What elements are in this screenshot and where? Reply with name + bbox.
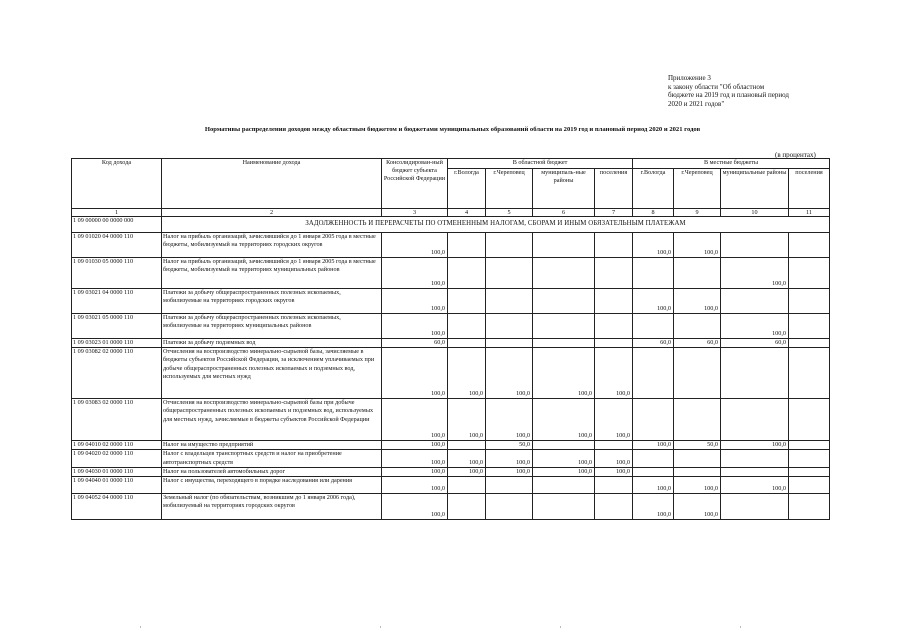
table-row xyxy=(72,450,830,467)
row-value: 60,0 xyxy=(633,339,674,348)
row-value xyxy=(448,314,486,339)
row-value xyxy=(721,233,789,258)
row-value xyxy=(448,339,486,348)
row-value: 100,0 xyxy=(486,467,533,476)
row-value xyxy=(533,477,595,494)
row-value: 60,0 xyxy=(674,339,721,348)
row-value: 100,0 xyxy=(448,399,486,441)
row-value xyxy=(448,233,486,258)
row-code: 1 09 01020 04 0000 110 xyxy=(72,233,162,258)
row-value: 100,0 xyxy=(382,348,448,399)
column-number: 4 xyxy=(448,209,486,217)
row-value: 100,0 xyxy=(382,467,448,476)
row-name: Налог с владельцев транспортных средств и налог на приобретение автотранспортных средств xyxy=(162,450,382,467)
row-value xyxy=(448,289,486,314)
table-body xyxy=(72,209,830,520)
appendix-block xyxy=(668,74,868,108)
row-value xyxy=(533,289,595,314)
row-value: 100,0 xyxy=(486,399,533,441)
header-local-group: В местные бюджеты xyxy=(633,159,830,169)
row-code: 1 09 01030 05 0000 110 xyxy=(72,258,162,289)
row-name: Земельный налог (по обязательствам, возникшим до 1 января 2006 года), мобилизуемый на территориях городских округов xyxy=(162,494,382,520)
row-value xyxy=(674,467,721,476)
row-value xyxy=(595,289,633,314)
row-value: 100,0 xyxy=(633,441,674,450)
row-value xyxy=(533,494,595,520)
row-value xyxy=(595,339,633,348)
scan-edge-marks xyxy=(0,626,905,632)
row-name: Налог на имущество предприятий xyxy=(162,441,382,450)
row-value xyxy=(721,399,789,441)
column-number: 5 xyxy=(486,209,533,217)
appendix-line: к закону области "Об областном xyxy=(668,82,765,91)
row-value xyxy=(595,494,633,520)
row-value xyxy=(595,314,633,339)
row-name: Платежи за добычу подземных вод xyxy=(162,339,382,348)
row-value: 100,0 xyxy=(533,450,595,467)
row-value xyxy=(486,339,533,348)
row-value: 100,0 xyxy=(633,289,674,314)
row-value xyxy=(595,441,633,450)
row-value: 100,0 xyxy=(382,258,448,289)
row-value: 100,0 xyxy=(595,348,633,399)
row-code: 1 09 04040 01 0000 110 xyxy=(72,477,162,494)
column-number-row xyxy=(72,209,830,217)
table-row xyxy=(72,348,830,399)
column-number: 8 xyxy=(633,209,674,217)
header-code: Код дохода xyxy=(72,159,162,209)
row-value: 100,0 xyxy=(674,289,721,314)
row-value: 100,0 xyxy=(533,348,595,399)
row-value: 100,0 xyxy=(595,467,633,476)
row-value: 100,0 xyxy=(533,467,595,476)
row-value xyxy=(486,494,533,520)
header-local-vologda: г.Вологда xyxy=(633,169,674,209)
row-value: 100,0 xyxy=(721,258,789,289)
table-row xyxy=(72,258,830,289)
row-value xyxy=(789,289,830,314)
row-value: 100,0 xyxy=(674,233,721,258)
row-value xyxy=(721,467,789,476)
header-regional-settlements: поселения xyxy=(595,169,633,209)
header-regional-vologda: г.Вологда xyxy=(448,169,486,209)
column-number: 1 xyxy=(72,209,162,217)
row-value xyxy=(533,339,595,348)
row-value: 100,0 xyxy=(674,494,721,520)
table-row xyxy=(72,233,830,258)
appendix-line: 2020 и 2021 годов" xyxy=(668,99,725,108)
row-code: 1 09 03083 02 0000 110 xyxy=(72,399,162,441)
appendix-line: бюджете на 2019 год и плановый период xyxy=(668,91,789,100)
row-value xyxy=(486,314,533,339)
row-value xyxy=(789,258,830,289)
row-code: 1 09 04052 04 0000 110 xyxy=(72,494,162,520)
table-row xyxy=(72,314,830,339)
header-regional-group: В областной бюджет xyxy=(448,159,633,169)
row-name: Отчисления на воспроизводство минерально-сырьевой базы при добыче общераспространенных полезных ископаемых и подземных вод, используемых для местных нужд, зачисляемые в бюджеты субъектов Российской Федерации xyxy=(162,399,382,441)
header-local-settlements: поселения xyxy=(789,169,830,209)
section-code: 1 09 00000 00 0000 000 xyxy=(72,217,162,233)
row-value xyxy=(789,399,830,441)
row-value xyxy=(486,289,533,314)
row-value xyxy=(789,339,830,348)
table-row xyxy=(72,289,830,314)
header-regional-cherepovets: г.Череповец xyxy=(486,169,533,209)
column-number: 10 xyxy=(721,209,789,217)
row-value xyxy=(789,314,830,339)
row-value xyxy=(789,450,830,467)
row-value xyxy=(448,258,486,289)
row-value xyxy=(633,258,674,289)
row-value xyxy=(448,494,486,520)
row-value xyxy=(789,477,830,494)
row-value xyxy=(633,314,674,339)
row-value xyxy=(533,233,595,258)
row-value: 100,0 xyxy=(595,399,633,441)
row-value xyxy=(789,467,830,476)
row-value xyxy=(533,441,595,450)
row-value: 100,0 xyxy=(382,314,448,339)
units-label: (в процентах) xyxy=(775,151,816,159)
section-row xyxy=(72,217,830,233)
row-value: 100,0 xyxy=(382,450,448,467)
section-title: ЗАДОЛЖЕННОСТЬ И ПЕРЕРАСЧЕТЫ ПО ОТМЕНЕННЫМ НАЛОГАМ, СБОРАМ И ИНЫМ ОБЯЗАТЕЛЬНЫМ ПЛАТЕЖАМ xyxy=(162,217,830,233)
row-value: 100,0 xyxy=(721,477,789,494)
row-value: 100,0 xyxy=(382,477,448,494)
row-value xyxy=(486,258,533,289)
header-name: Наименование дохода xyxy=(162,159,382,209)
row-code: 1 09 04010 02 0000 110 xyxy=(72,441,162,450)
row-value xyxy=(721,289,789,314)
row-value xyxy=(486,477,533,494)
row-value xyxy=(674,399,721,441)
row-code: 1 09 03023 01 0000 110 xyxy=(72,339,162,348)
row-value xyxy=(721,494,789,520)
row-value xyxy=(633,467,674,476)
table-row xyxy=(72,477,830,494)
row-value xyxy=(448,441,486,450)
row-value: 100,0 xyxy=(382,399,448,441)
row-value xyxy=(674,348,721,399)
row-code: 1 09 04030 01 0000 110 xyxy=(72,467,162,476)
row-value: 50,0 xyxy=(674,441,721,450)
row-code: 1 09 03021 05 0000 110 xyxy=(72,314,162,339)
header-local-cherepovets: г.Череповец xyxy=(674,169,721,209)
row-value: 100,0 xyxy=(448,467,486,476)
row-value xyxy=(595,477,633,494)
row-name: Платежи за добычу общераспространенных полезных ископаемых, мобилизуемые на территориях городских округов xyxy=(162,289,382,314)
row-value xyxy=(633,450,674,467)
row-value: 60,0 xyxy=(721,339,789,348)
table-row xyxy=(72,339,830,348)
row-value xyxy=(789,494,830,520)
row-value xyxy=(533,258,595,289)
row-value: 100,0 xyxy=(448,450,486,467)
column-number: 7 xyxy=(595,209,633,217)
row-value: 100,0 xyxy=(674,477,721,494)
table-row xyxy=(72,441,830,450)
table-row xyxy=(72,399,830,441)
header-consolidated: Консолидирован-ный бюджет субъекта Российской Федерации xyxy=(382,159,448,209)
row-value: 100,0 xyxy=(448,348,486,399)
row-value xyxy=(789,441,830,450)
row-value: 50,0 xyxy=(486,441,533,450)
row-value: 100,0 xyxy=(382,441,448,450)
row-value: 60,0 xyxy=(382,339,448,348)
row-value: 100,0 xyxy=(486,450,533,467)
row-value: 100,0 xyxy=(486,348,533,399)
row-name: Отчисления на воспроизводство минерально-сырьевой базы, зачисляемые в бюджеты субъектов Российской Федерации, за исключением уплачиваемых при добыче общераспространенных полезных ископаемых и подземных вод, используемых для местных нужд xyxy=(162,348,382,399)
row-value: 100,0 xyxy=(595,450,633,467)
row-name: Налог на пользователей автомобильных дорог xyxy=(162,467,382,476)
row-value: 100,0 xyxy=(382,494,448,520)
row-value: 100,0 xyxy=(382,289,448,314)
row-value: 100,0 xyxy=(633,477,674,494)
table-row xyxy=(72,494,830,520)
header-row xyxy=(72,159,830,169)
row-value xyxy=(595,258,633,289)
column-number: 6 xyxy=(533,209,595,217)
row-value: 100,0 xyxy=(633,233,674,258)
row-value xyxy=(674,314,721,339)
column-number: 9 xyxy=(674,209,721,217)
header-regional-districts: муниципаль-ные районы xyxy=(533,169,595,209)
row-code: 1 09 04020 02 0000 110 xyxy=(72,450,162,467)
row-value: 100,0 xyxy=(633,494,674,520)
row-value xyxy=(721,348,789,399)
row-name: Платежи за добычу общераспространенных полезных ископаемых, мобилизуемые на территориях муниципальных районов xyxy=(162,314,382,339)
row-name: Налог с имущества, переходящего в порядке наследования или дарения xyxy=(162,477,382,494)
column-number: 3 xyxy=(382,209,448,217)
row-value xyxy=(789,348,830,399)
row-value: 100,0 xyxy=(382,233,448,258)
row-value xyxy=(633,348,674,399)
row-code: 1 09 03082 02 0000 110 xyxy=(72,348,162,399)
appendix-line: Приложение 3 xyxy=(668,74,711,82)
document-title: Нормативы распределения доходов между областным бюджетом и бюджетами муниципальных образований области на 2019 год и плановый период 2020 и 2021 годов xyxy=(204,126,701,133)
row-value xyxy=(633,399,674,441)
row-value: 100,0 xyxy=(721,441,789,450)
row-value: 100,0 xyxy=(721,314,789,339)
column-number: 11 xyxy=(789,209,830,217)
table-row xyxy=(72,467,830,476)
row-value xyxy=(674,258,721,289)
row-value xyxy=(595,233,633,258)
row-name: Налог на прибыль организаций, зачислявшийся до 1 января 2005 года в местные бюджеты, мобилизуемый на территориях городских округов xyxy=(162,233,382,258)
column-number: 2 xyxy=(162,209,382,217)
row-value xyxy=(448,477,486,494)
row-name: Налог на прибыль организаций, зачислявшийся до 1 января 2005 года в местные бюджеты, мобилизуемый на территориях муниципальных районов xyxy=(162,258,382,289)
row-value xyxy=(721,450,789,467)
row-value xyxy=(674,450,721,467)
row-value xyxy=(789,233,830,258)
row-value xyxy=(486,233,533,258)
row-value xyxy=(533,314,595,339)
row-code: 1 09 03021 04 0000 110 xyxy=(72,289,162,314)
revenue-distribution-table xyxy=(71,158,830,520)
header-local-districts: муниципальные районы xyxy=(721,169,789,209)
row-value: 100,0 xyxy=(533,399,595,441)
